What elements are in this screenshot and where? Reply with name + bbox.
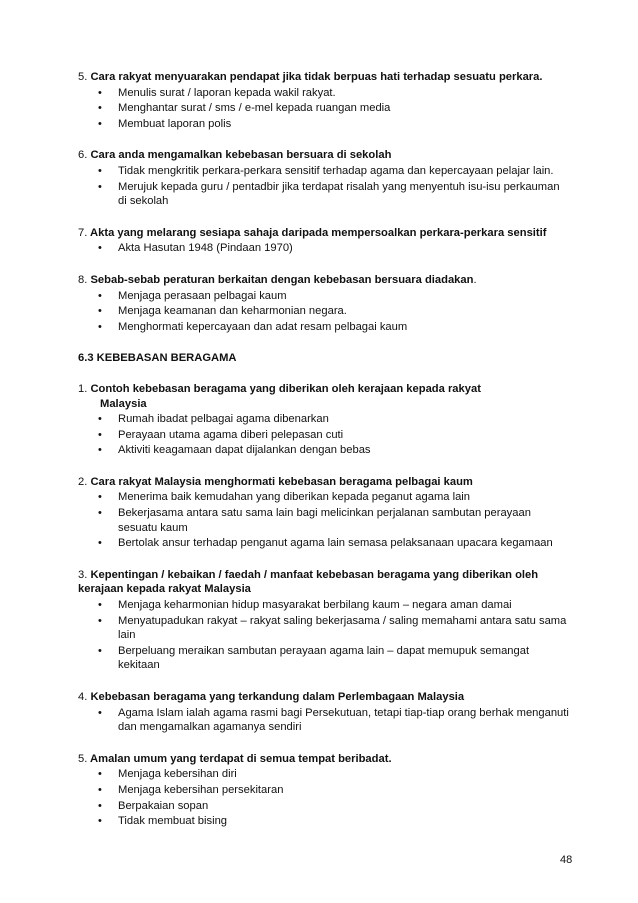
section-heading — [78, 226, 570, 241]
section-b1-contoh-kebebasan — [78, 382, 570, 458]
list-item: • Tidak membuat bising — [78, 814, 570, 829]
list-item: • Menjaga kebersihan diri — [78, 767, 570, 782]
section-number: 6. — [78, 149, 88, 162]
section-title-period: . — [473, 273, 477, 286]
section-title: Contoh kebebasan beragama yang diberikan oleh kerajaan kepada rakyat — [87, 382, 481, 395]
section-8-sebab-peraturan — [78, 273, 570, 334]
section-heading — [78, 752, 570, 767]
bullet-list — [78, 767, 570, 828]
section-7-akta — [78, 226, 570, 256]
section-number: 5. — [78, 752, 88, 765]
list-item: • Akta Hasutan 1948 (Pindaan 1970) — [78, 241, 570, 256]
list-item: • Tidak mengkritik perkara-perkara sensitif terhadap agama dan kepercayaan pelajar lain. — [78, 164, 570, 179]
list-item: • Merujuk kepada guru / pentadbir jika terdapat risalah yang menyentuh isu-isu perkauman di sekolah — [78, 180, 570, 209]
list-item: • Menjaga keamanan dan keharmonian negara. — [78, 304, 570, 319]
list-item: • Menjaga keharmonian hidup masyarakat berbilang kaum – negara aman damai — [78, 598, 570, 613]
bullet-list — [78, 86, 570, 132]
section-number: 2. — [78, 475, 88, 488]
section-heading — [78, 690, 570, 705]
list-item: • Menjaga kebersihan persekitaran — [78, 783, 570, 798]
section-title: Kepentingan / kebaikan / faedah / manfaat kebebasan beragama yang diberikan oleh kerajaan kepada rakyat Malaysia — [78, 568, 539, 596]
bullet-list — [78, 490, 570, 550]
list-item: • Membuat laporan polis — [78, 117, 570, 132]
section-title: Sebab-sebab peraturan berkaitan dengan kebebasan bersuara diadakan — [87, 273, 474, 286]
list-item: • Berpakaian sopan — [78, 799, 570, 814]
list-item: • Rumah ibadat pelbagai agama dibenarkan — [78, 412, 570, 427]
list-item: • Menulis surat / laporan kepada wakil rakyat. — [78, 86, 570, 101]
section-b2-cara-menghormati — [78, 475, 570, 551]
page-number: 48 — [560, 854, 573, 866]
section-title: Cara rakyat Malaysia menghormati kebebasan beragama pelbagai kaum — [87, 475, 473, 488]
list-item: • Menyatupadukan rakyat – rakyat saling bekerjasama / saling memahami antara satu sama lain — [78, 614, 570, 643]
bullet-list — [78, 289, 570, 335]
section-heading — [78, 475, 570, 490]
bullet-list — [78, 164, 570, 209]
section-5-cara-rakyat — [78, 70, 570, 131]
section-number: 4. — [78, 691, 88, 703]
list-item: • Perayaan utama agama diberi pelepasan cuti — [78, 428, 570, 443]
section-heading — [78, 382, 570, 411]
section-title: Cara rakyat menyuarakan pendapat jika tidak berpuas hati terhadap sesuatu perkara. — [87, 71, 543, 83]
section-number: 5. — [78, 71, 88, 83]
section-number: 3. — [78, 568, 88, 581]
section-heading — [78, 148, 570, 163]
section-b3-kepentingan — [78, 568, 570, 673]
list-item: • Bertolak ansur terhadap penganut agama lain semasa pelaksanaan upacara kegamaan — [78, 536, 570, 551]
section-number: 8. — [78, 273, 88, 286]
bullet-list — [78, 241, 570, 256]
section-b4-perlembagaan — [78, 690, 570, 735]
section-b5-amalan-umum — [78, 752, 570, 829]
section-6-kebebasan-bersuara — [78, 148, 570, 208]
section-title: Amalan umum yang terdapat di semua tempat beribadat. — [87, 752, 392, 765]
bullet-list — [78, 598, 570, 673]
list-item: • Menghantar surat / sms / e-mel kepada ruangan media — [78, 101, 570, 116]
chapter-heading-6-3: 6.3 KEBEBASAN BERAGAMA — [78, 352, 237, 365]
list-item: • Aktiviti keagamaan dapat dijalankan dengan bebas — [78, 443, 570, 458]
section-title: Akta yang melarang sesiapa sahaja daripada mempersoalkan perkara-perkara sensitif — [87, 226, 547, 239]
list-item: • Berpeluang meraikan sambutan perayaan agama lain – dapat memupuk semangat kekitaan — [78, 644, 570, 673]
list-item: • Menghormati kepercayaan dan adat resam pelbagai kaum — [78, 320, 570, 335]
list-item: • Bekerjasama antara satu sama lain bagi melicinkan perjalanan sambutan perayaan sesuatu kaum — [78, 506, 570, 535]
list-item: • Agama Islam ialah agama rasmi bagi Persekutuan, tetapi tiap-tiap orang berhak menganuti dan mengamalkan agamanya sendiri — [78, 706, 570, 735]
section-title: Kebebasan beragama yang terkandung dalam Perlembagaan Malaysia — [87, 691, 465, 703]
bullet-list — [78, 412, 570, 458]
section-title: Cara anda mengamalkan kebebasan bersuara di sekolah — [87, 149, 392, 162]
bullet-list — [78, 706, 570, 735]
document-page — [78, 70, 570, 846]
section-heading — [78, 273, 570, 288]
list-item: • Menjaga perasaan pelbagai kaum — [78, 289, 570, 304]
list-item: • Menerima baik kemudahan yang diberikan kepada peganut agama lain — [78, 490, 570, 505]
section-heading — [78, 568, 570, 597]
section-title-continuation: Malaysia — [100, 397, 147, 410]
section-heading — [78, 70, 570, 85]
section-number: 1. — [78, 382, 88, 395]
section-number: 7. — [78, 226, 88, 239]
